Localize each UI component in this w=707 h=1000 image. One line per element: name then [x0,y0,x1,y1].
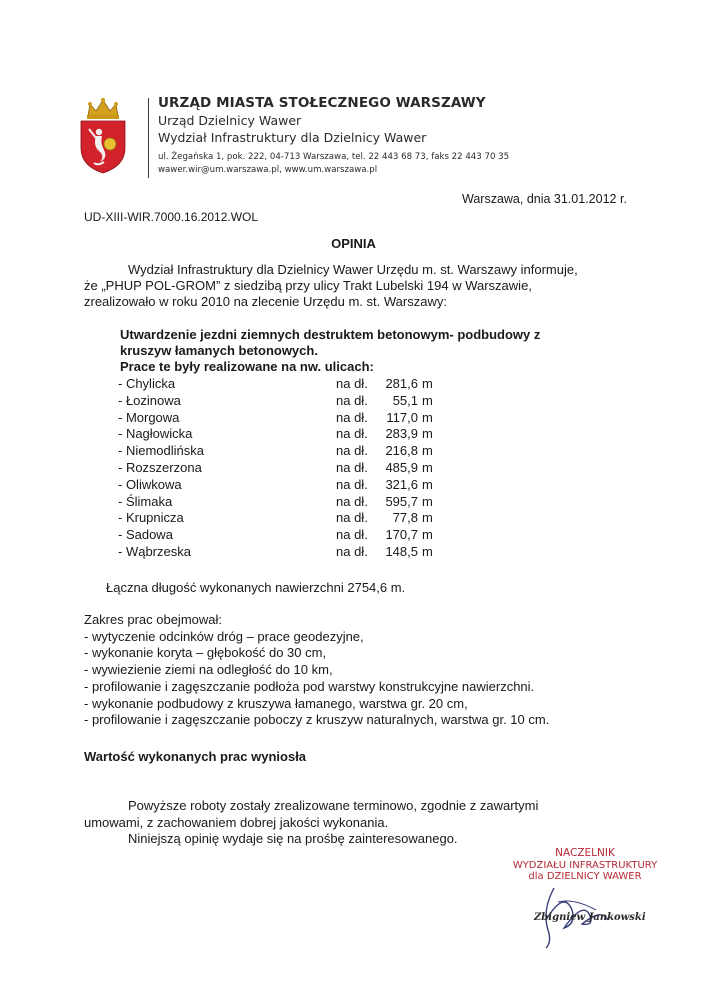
closing-paragraph [84,798,644,848]
header-divider [148,98,149,178]
street-row [118,376,448,393]
street-row [118,393,448,410]
stamp-line-3: dla DZIELNICY WAWER [528,871,642,882]
works-value: Wartość wykonanych prac wyniosła [84,749,307,764]
scope-item: - profilowanie i zagęszczanie podłoża pod warstwy konstrukcyjne nawierzchni. [84,678,535,694]
length-unit: m [422,443,433,459]
length-unit: m [422,476,433,492]
work-description [120,327,620,375]
closing-line-1: Powyższe roboty zostały zrealizowane terminowo, zgodnie z zawartymi [128,798,539,813]
length-unit: m [422,493,433,509]
scope-of-works [84,612,549,729]
signer-name: Zbigniew Jankowski [534,912,646,923]
length-prefix: na dł. [336,476,368,492]
length-prefix: na dł. [336,459,368,475]
intro-line-1: Wydział Infrastruktury dla Dzielnicy Wawer Urzędu m. st. Warszawy informuje, [128,262,578,277]
scope-item: - profilowanie i zagęszczanie poboczy z kruszyw naturalnych, warstwa gr. 10 cm. [84,712,550,728]
intro-line-2: że „PHUP POL-GROM” z siedzibą przy ulicy Trakt Lubelski 194 w Warszawie, [84,278,532,293]
office-address: ul. Żegańska 1, pok. 222, 04-713 Warszawa, tel. 22 443 68 73, faks 22 443 70 35 [158,152,510,162]
closing-line-2: umowami, z zachowaniem dobrej jakości wykonania. [84,814,389,830]
official-stamp [500,848,670,883]
stamp-line-1: NACZELNIK [555,847,615,859]
length-prefix: na dł. [336,376,368,391]
street-length: 117,0 [386,409,418,425]
district-office-name: Urząd Dzielnicy Wawer [158,113,302,128]
street-length: 283,9 [385,426,418,442]
street-length: 148,5 [385,543,418,559]
street-length: 77,8 [392,510,418,526]
street-row [118,460,448,477]
street-name: - Chylicka [118,376,176,391]
letterhead [158,94,509,177]
street-name: - Oliwkowa [118,476,182,492]
work-line-2: kruszyw łamanych betonowych. [120,343,318,358]
street-row [118,443,448,460]
length-unit: m [422,510,433,526]
street-name: - Rozszerzona [118,459,202,475]
street-length: 55,1 [392,392,418,408]
street-length: 595,7 [385,493,418,509]
length-prefix: na dł. [336,392,368,408]
closing-line-3: Niniejszą opinię wydaje się na prośbę zainteresowanego. [128,831,458,846]
length-unit: m [422,392,433,408]
scope-heading: Zakres prac obejmował: [84,612,222,627]
office-name: URZĄD MIASTA STOŁECZNEGO WARSZAWY [158,95,486,111]
street-row [118,510,448,527]
total-length: Łączna długość wykonanych nawierzchni 2754,6 m. [106,580,406,595]
length-unit: m [422,527,433,543]
street-length: 485,9 [385,459,418,475]
street-name: - Krupnicza [118,510,184,526]
stamp-line-2: WYDZIAŁU INFRASTRUKTURY [512,859,658,871]
length-prefix: na dł. [336,409,368,425]
intro-paragraph [84,262,644,310]
street-row [118,494,448,511]
street-name: - Łozinowa [118,392,181,408]
length-prefix: na dł. [336,527,368,543]
scope-item: - wykonanie koryta – głębokość do 30 cm, [84,645,327,661]
streets-intro: Prace te były realizowane na nw. ulicach: [120,359,374,374]
street-name: - Niemodlińska [118,443,204,459]
length-prefix: na dł. [336,493,368,509]
street-length: 170,7 [385,527,418,543]
length-unit: m [422,543,433,559]
scope-item: - wykonanie podbudowy z kruszywa łamanego, warstwa gr. 20 cm, [84,695,468,711]
office-contact: wawer.wir@um.warszawa.pl, www.um.warszawa.pl [158,165,378,175]
scope-item: - wytyczenie odcinków dróg – prace geodezyjne, [84,628,364,644]
length-unit: m [422,376,433,391]
length-prefix: na dł. [336,443,368,459]
street-name: - Ślimaka [118,493,173,509]
document-title: OPINIA [331,236,376,251]
warsaw-coat-of-arms-icon [78,96,128,174]
length-unit: m [422,459,433,475]
length-unit: m [422,409,433,425]
work-line-1: Utwardzenie jezdni ziemnych destruktem betonowym- podbudowy z [120,327,541,342]
length-prefix: na dł. [336,543,368,559]
streets-list [118,376,448,561]
length-prefix: na dł. [336,426,368,442]
street-row [118,426,448,443]
department-name: Wydział Infrastruktury dla Dzielnicy Wawer [158,130,427,145]
street-row [118,527,448,544]
street-name: - Sadowa [118,527,173,543]
length-unit: m [422,426,433,442]
intro-line-3: zrealizowało w roku 2010 na zlecenie Urzędu m. st. Warszawy: [84,294,447,309]
street-row [118,544,448,561]
street-length: 281,6 [385,376,418,391]
street-length: 216,8 [385,443,418,459]
street-name: - Nagłowicka [118,426,193,442]
street-name: - Wąbrzeska [118,543,191,559]
street-name: - Morgowa [118,409,180,425]
reference-number: UD-XIII-WIR.7000.16.2012.WOL [84,210,259,224]
length-prefix: na dł. [336,510,368,526]
street-length: 321,6 [385,476,418,492]
scope-item: - wywiezienie ziemi na odległość do 10 km, [84,662,333,678]
street-row [118,410,448,427]
street-row [118,477,448,494]
place-and-date: Warszawa, dnia 31.01.2012 r. [462,192,627,206]
scope-items [84,629,549,729]
